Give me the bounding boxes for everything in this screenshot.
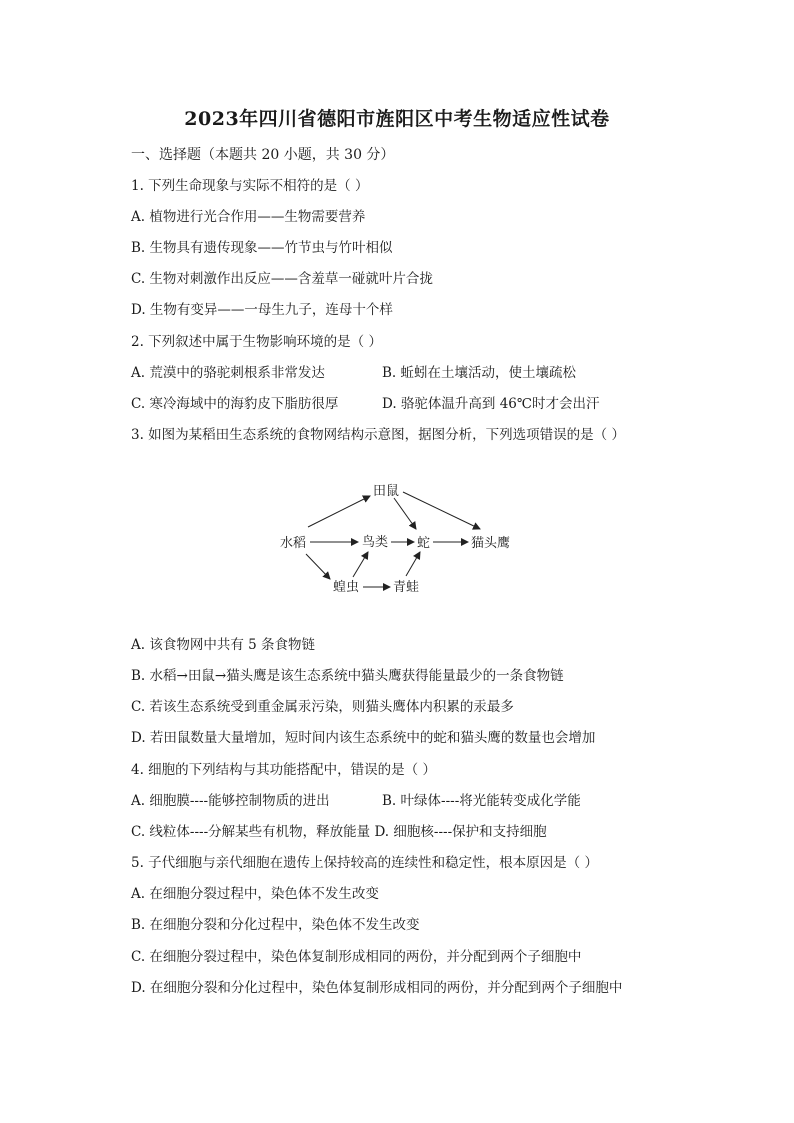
q1-option-d: D. 生物有变异——一母生九子，连母十个样 bbox=[131, 302, 393, 318]
q3-option-d: D. 若田鼠数量大量增加，短时间内该生态系统中的蛇和猫头鹰的数量也会增加 bbox=[131, 730, 596, 746]
arrow-rice-locust bbox=[306, 554, 330, 579]
q1-option-a: A. 植物进行光合作用——生物需要营养 bbox=[131, 209, 366, 225]
q1-stem: 1. 下列生命现象与实际不相符的是（ ） bbox=[131, 178, 369, 194]
q3-option-b: B. 水稻→田鼠→猫头鹰是该生态系统中猫头鹰获得能量最少的一条食物链 bbox=[131, 668, 564, 684]
q2-option-a: A. 荒漠中的骆驼刺根系非常发达 bbox=[131, 365, 325, 381]
q5-option-c: C. 在细胞分裂过程中，染色体复制形成相同的两份，并分配到两个子细胞中 bbox=[131, 949, 582, 965]
food-web-diagram bbox=[270, 474, 530, 604]
q5-option-a: A. 在细胞分裂过程中，染色体不发生改变 bbox=[131, 886, 379, 902]
node-frog: 青蛙 bbox=[393, 580, 420, 595]
arrow-rice-mouse bbox=[308, 496, 370, 527]
node-locust: 蝗虫 bbox=[333, 580, 360, 595]
q1-option-b: B. 生物具有遗传现象——竹节虫与竹叶相似 bbox=[131, 240, 393, 256]
q4-option-a: A. 细胞膜----能够控制物质的进出 bbox=[131, 793, 330, 809]
q5-option-d: D. 在细胞分裂和分化过程中，染色体复制形成相同的两份，并分配到两个子细胞中 bbox=[131, 980, 623, 996]
q2-stem: 2. 下列叙述中属于生物影响环境的是（ ） bbox=[131, 334, 382, 350]
q2-option-c: C. 寒冷海域中的海豹皮下脂肪很厚 bbox=[131, 396, 339, 412]
q2-option-d: D. 骆驼体温升高到 46℃时才会出汗 bbox=[382, 396, 600, 412]
section-heading: 一、选择题（本题共 20 小题，共 30 分） bbox=[131, 147, 395, 163]
arrow-locust-bird bbox=[353, 552, 368, 577]
q4-stem: 4. 细胞的下列结构与其功能搭配中，错误的是（ ） bbox=[131, 762, 436, 778]
q1-option-c: C. 生物对刺激作出反应——含羞草一碰就叶片合拢 bbox=[131, 271, 433, 287]
exam-title: 2023年四川省德阳市旌阳区中考生物适应性试卷 bbox=[184, 108, 610, 130]
q4-options-c-d: C. 线粒体----分解某些有机物，释放能量 D. 细胞核----保护和支持细胞 bbox=[131, 824, 547, 840]
q3-option-c: C. 若该生态系统受到重金属汞污染，则猫头鹰体内积累的汞最多 bbox=[131, 699, 514, 715]
q5-stem: 5. 子代细胞与亲代细胞在遗传上保持较高的连续性和稳定性，根本原因是（ ） bbox=[131, 855, 598, 871]
node-snake: 蛇 bbox=[417, 536, 431, 551]
q2-option-b: B. 蚯蚓在土壤活动，使土壤疏松 bbox=[382, 365, 577, 381]
arrow-frog-snake bbox=[406, 552, 420, 576]
arrow-mouse-owl bbox=[403, 492, 480, 529]
q4-option-b: B. 叶绿体----将光能转变成化学能 bbox=[382, 793, 581, 809]
q5-option-b: B. 在细胞分裂和分化过程中，染色体不发生改变 bbox=[131, 917, 420, 933]
q3-stem: 3. 如图为某稻田生态系统的食物网结构示意图，据图分析，下列选项错误的是（ ） bbox=[131, 427, 625, 443]
q3-option-a: A. 该食物网中共有 5 条食物链 bbox=[131, 637, 316, 653]
node-mouse: 田鼠 bbox=[373, 484, 400, 499]
node-owl: 猫头鹰 bbox=[471, 536, 511, 551]
node-bird: 鸟类 bbox=[362, 535, 389, 550]
node-rice: 水稻 bbox=[280, 536, 307, 551]
arrow-mouse-snake bbox=[394, 498, 416, 529]
